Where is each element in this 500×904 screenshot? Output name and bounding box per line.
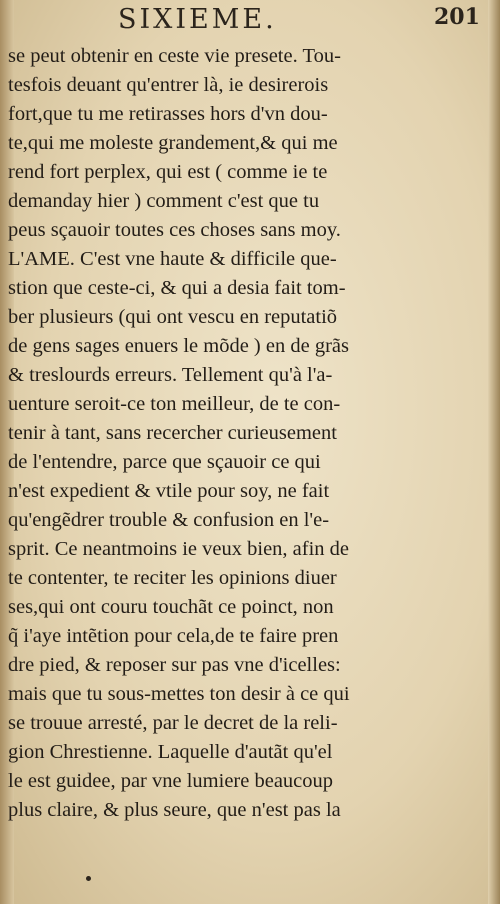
text-line: uenture seroit-ce ton meilleur, de te con- xyxy=(8,393,341,415)
text-line: fort,que tu me retirasses hors d'vn dou- xyxy=(8,103,328,125)
text-line: q̃ i'aye intẽtion pour cela,de te faire pren xyxy=(8,625,339,647)
text-line: se trouue arresté, par le decret de la reli- xyxy=(8,712,338,734)
text-line: mais que tu sous-mettes ton desir à ce qui xyxy=(8,683,350,705)
ink-speck xyxy=(86,876,91,881)
text-line: de gens sages enuers le mõde ) en de grãs xyxy=(8,335,349,357)
text-line: dre pied, & reposer sur pas vne d'icelles: xyxy=(8,654,341,676)
text-line: demanday hier ) comment c'est que tu xyxy=(8,190,320,212)
text-line: plus claire, & plus seure, que n'est pas la xyxy=(8,799,341,821)
text-line: & treslourds erreurs. Tellement qu'à l'a- xyxy=(8,364,333,386)
text-line: gion Chrestienne. Laquelle d'autãt qu'el xyxy=(8,741,333,763)
text-line: n'est expedient & vtile pour soy, ne fait xyxy=(8,480,330,502)
body-text xyxy=(8,42,426,825)
text-line: te,qui me moleste grandement,& qui me xyxy=(8,132,338,154)
text-line: ses,qui ont couru touchãt ce poinct, non xyxy=(8,596,334,618)
text-line: rend fort perplex, qui est ( comme ie te xyxy=(8,161,328,183)
page-edge-shadow xyxy=(488,0,500,904)
text-line: te contenter, te reciter les opinions diuer xyxy=(8,567,337,589)
text-line: tenir à tant, sans recercher curieusement xyxy=(8,422,337,444)
text-line: se peut obtenir en ceste vie presete. Tou- xyxy=(8,45,341,67)
text-line: L'AME. C'est vne haute & difficile que- xyxy=(8,248,337,270)
text-line: sprit. Ce neantmoins ie veux bien, afin de xyxy=(8,538,350,560)
text-line: tesfois deuant qu'entrer là, ie desirerois xyxy=(8,74,329,96)
text-line: peus sçauoir toutes ces choses sans moy. xyxy=(8,219,341,241)
running-head: SIXIEME. xyxy=(118,4,277,35)
text-line: stion que ceste-ci, & qui a desia fait tom- xyxy=(8,277,346,299)
page-number: 201 xyxy=(434,4,480,30)
text-line: ber plusieurs (qui ont vescu en reputatiõ xyxy=(8,306,338,328)
text-line: qu'engẽdrer trouble & confusion en l'e- xyxy=(8,509,330,531)
text-line: le est guidee, par vne lumiere beaucoup xyxy=(8,770,334,792)
text-line: de l'entendre, parce que sçauoir ce qui xyxy=(8,451,321,473)
